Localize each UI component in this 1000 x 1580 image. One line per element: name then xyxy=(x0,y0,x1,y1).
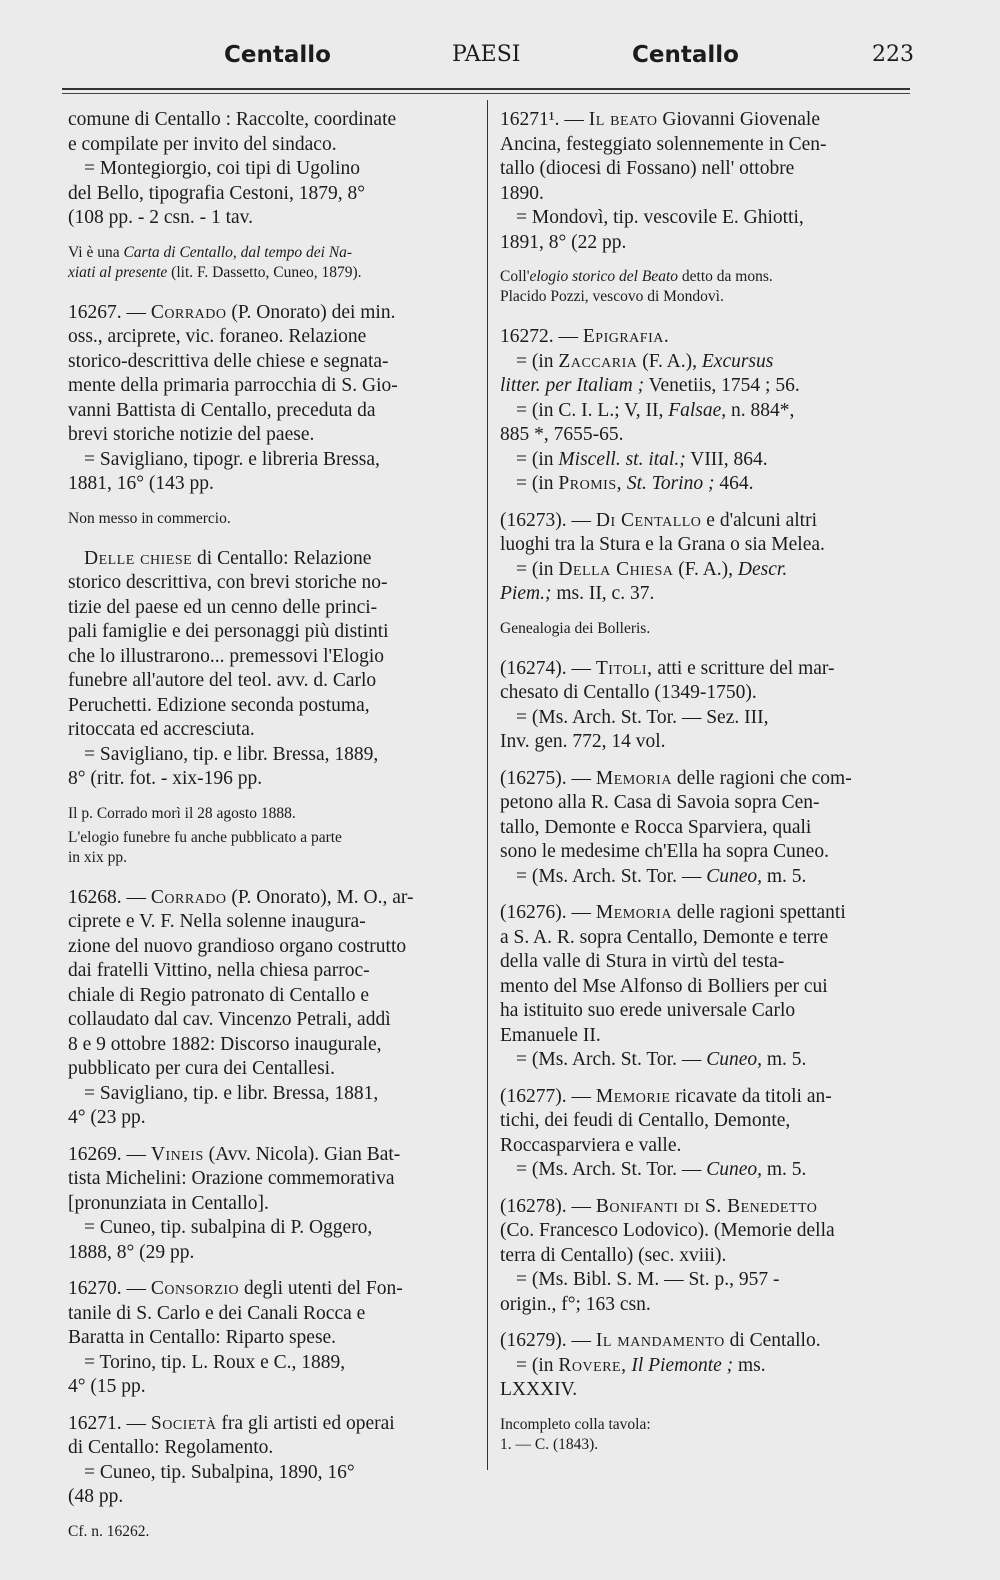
entry-16271: 16271. — Società fra gli artisti ed operai di Centallo: Regolamento. = Cuneo, tip. Subalpina, 1890, 16° (48 pp. xyxy=(68,1412,395,1507)
entry-16277: (16277). — Memorie ricavate da titoli an- tichi, dei feudi di Centallo, Demonte, Roccasparviera e valle. = (Ms. Arch. St. Tor. — Cuneo, m. 5. xyxy=(500,1085,832,1180)
entry-16275: (16275). — Memoria delle ragioni che com- petono alla R. Casa di Savoia sopra Cen- tallo, Demonte e Rocca Sparviera, quali sono le medesime ch'Ella ha sopra Cuneo. = (Ms. Arch. St. Tor. — Cuneo, m. 5. xyxy=(500,767,852,887)
entry-16271-1: 16271¹. — Il beato Giovanni Giovenale Ancina, festeggiato solennemente in Cen- tallo (diocesi di Fossano) nell' ottobre 1890. = Mondovì, tip. vescovile E. Ghiotti, 1891, 8° (22 pp. xyxy=(500,109,827,253)
entry-16278: (16278). — Bonifanti di S. Benedetto (Co. Francesco Lodovico). (Memorie della terra di Centallo) (sec. xviii). = (Ms. Bibl. S. M. — St. p., 957 - origin., f°; 163 csn. xyxy=(500,1195,835,1315)
entry-16267: 16267. — Corrado (P. Onorato) dei min. oss., arciprete, vic. foraneo. Relazione storico-descrittiva delle chiese e segnata- mente della primaria parrocchia di S. Gio- vanni Battista di Centallo, preceduta da brevi storiche notizie del paese. = Savigliano, tipogr. e libreria Bressa, 1881, 16° (143 pp. xyxy=(68,301,398,494)
running-head-left: Centallo xyxy=(224,42,331,68)
entry-note: Incompleto colla tavola: 1. — C. (1843). xyxy=(500,1415,651,1453)
entry-note: Genealogia dei Bolleris. xyxy=(500,619,651,637)
entry-note: Il p. Corrado morì il 28 agosto 1888. xyxy=(68,804,296,822)
entry-16279: (16279). — Il mandamento di Centallo. = (in Rovere, Il Piemonte ; ms. LXXXIV. xyxy=(500,1330,821,1400)
entry-16276: (16276). — Memoria delle ragioni spettanti a S. A. R. sopra Centallo, Demonte e terre della valle di Stura in virtù del testa- mento del Mse Alfonso di Bolliers per cui ha istituito suo erede universale Carlo Emanuele II. = (Ms. Arch. St. Tor. — Cuneo, m. 5. xyxy=(500,902,846,1070)
column-divider xyxy=(487,100,488,1470)
entry-16269: 16269. — Vineis (Avv. Nicola). Gian Bat- tista Michelini: Orazione commemorativa [pronunziata in Centallo]. = Cuneo, tip. subalpina di P. Oggero, 1888, 8° (29 pp. xyxy=(68,1143,401,1263)
entry-delle-chiese: Delle chiese di Centallo: Relazione storico descrittiva, con brevi storiche no- tizie del paese ed un cenno delle princi- pali famiglie e dei personaggi più distinti che lo illustrarono... premessovi l'Elogio funebre all'autore del teol. avv. d. Carlo Peruchetti. Edizione seconda postuma, ritoccata ed accresciuta. = Savigliano, tip. e libr. Bressa, 1889, 8° (ritr. fot. - xix-196 pp. xyxy=(68,547,389,789)
entry-16270: 16270. — Consorzio degli utenti del Fon- tanile di S. Carlo e dei Canali Rocca e Baratta in Centallo: Riparto spese. = Torino, tip. L. Roux e C., 1889, 4° (15 pp. xyxy=(68,1278,403,1397)
running-head-right: Centallo xyxy=(632,42,739,68)
running-head-center: PAESI xyxy=(452,42,521,67)
entry-16273: (16273). — Di Centallo e d'alcuni altri luoghi tra la Stura e la Grana o sia Melea. = (in Della Chiesa (F. A.), Descr. Piem.; ms. II, c. 37. xyxy=(500,509,825,604)
entry-continued: comune di Centallo : Raccolte, coordinate e compilate per invito del sindaco. = Montegiorgio, coi tipi di Ugolino del Bello, tipografia Cestoni, 1879, 8° (108 pp. - 2 csn. - 1 tav. xyxy=(68,109,397,228)
right-column xyxy=(500,108,912,1473)
entry-16274: (16274). — Titoli, atti e scritture del mar- chesato di Centallo (1349-1750). = (Ms. Arch. St. Tor. — Sez. III, Inv. gen. 772, 14 vol. xyxy=(500,657,835,752)
page-number: 223 xyxy=(872,42,914,67)
entry-16272: 16272. — Epigrafia. = (in Zaccaria (F. A.), Excursus litter. per Italiam ; Venetiis, 1754 ; 56. = (in C. I. L.; V, II, Falsae, n. 884*, 885 *, 7655-65. = (in Miscell. st. ital.; VIII, 864. = (in Promis, St. Torino ; 464. xyxy=(500,326,800,494)
left-column xyxy=(68,108,476,1560)
entry-note: Cf. n. 16262. xyxy=(68,1522,150,1540)
entry-note: Vi è una Carta di Centallo, dal tempo dei Na- xiati al presente (lit. F. Dassetto, Cuneo, 1879). xyxy=(68,243,362,281)
entry-note: Non messo in commercio. xyxy=(68,509,231,527)
header-rule xyxy=(62,88,910,90)
entry-note: L'elogio funebre fu anche pubblicato a parte in xix pp. xyxy=(68,828,342,866)
header-rule-thin xyxy=(62,93,910,94)
entry-16268: 16268. — Corrado (P. Onorato), M. O., ar- ciprete e V. F. Nella solenne inaugura- zione del nuovo grandioso organo costrutto dai fratelli Vittino, nella chiesa parroc- chiale di Regio patronato di Centallo e collaudato dal cav. Vincenzo Petrali, addì 8 e 9 ottobre 1882: Discorso inaugurale, pubblicato per cura dei Centallesi. = Savigliano, tip. e libr. Bressa, 1881, 4° (23 pp. xyxy=(68,886,414,1128)
entry-note: Coll'elogio storico del Beato detto da mons. Placido Pozzi, vescovo di Mondovì. xyxy=(500,268,773,305)
